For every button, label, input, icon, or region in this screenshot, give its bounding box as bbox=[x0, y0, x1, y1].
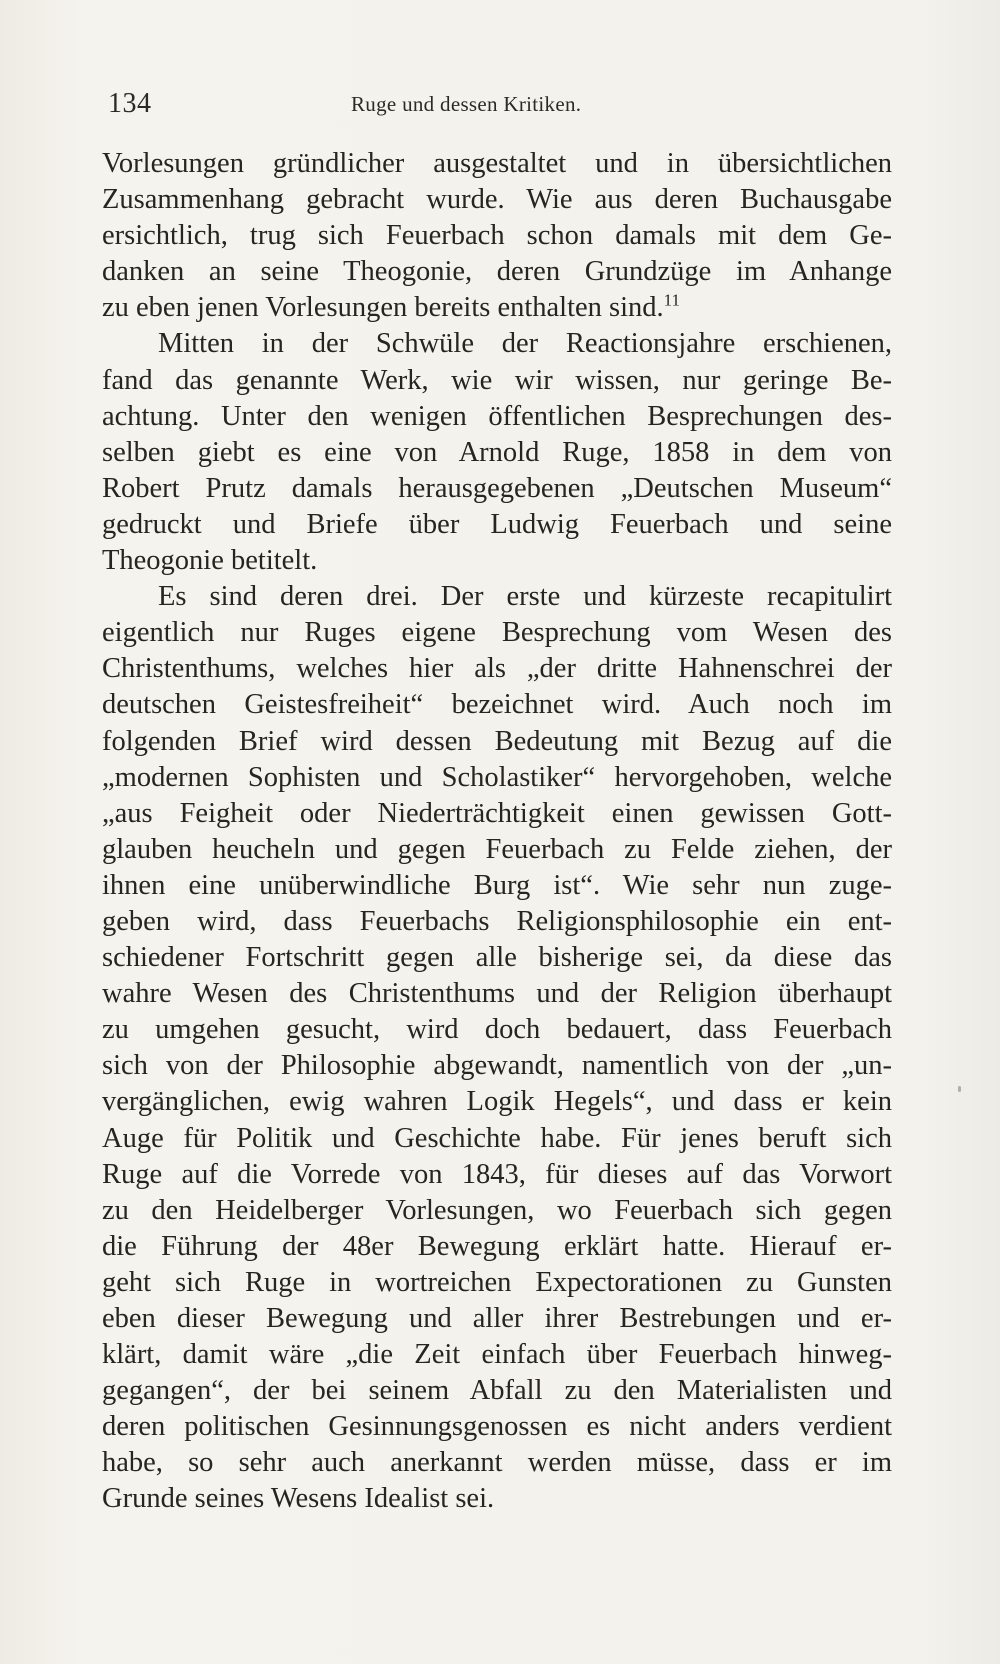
text-line: Grunde seines Wesens Idealist sei. bbox=[102, 1483, 495, 1515]
text-line: schiedener Fortschritt gegen alle bisherige sei, da diese das bbox=[102, 942, 892, 974]
text-line-with-footnote bbox=[102, 290, 892, 326]
text-line: Christenthums, welches hier als „der dritte Hahnenschrei der bbox=[102, 653, 892, 685]
text-line: zu den Heidelberger Vorlesungen, wo Feuerbach sich gegen bbox=[102, 1194, 892, 1226]
text-line: achtung. Unter den wenigen öffentlichen Besprechungen des- bbox=[102, 400, 892, 432]
text-line: ihnen eine unüberwindliche Burg ist“. Wie sehr nun zuge- bbox=[102, 869, 892, 901]
text-line: ersichtlich, trug sich Feuerbach schon damals mit dem Ge- bbox=[102, 220, 892, 252]
text-line: deren politischen Gesinnungsgenossen es nicht anders verdient bbox=[102, 1411, 892, 1443]
text-line: zu umgehen gesucht, wird doch bedauert, dass Feuerbach bbox=[102, 1014, 892, 1046]
text-line: Mitten in der Schwüle der Reactionsjahre erschienen, bbox=[158, 328, 892, 360]
text-line: selben giebt es eine von Arnold Ruge, 1858 in dem von bbox=[102, 436, 892, 468]
text-line: Ruge auf die Vorrede von 1843, für dieses auf das Vorwort bbox=[102, 1158, 892, 1190]
text-line-content: zu eben jenen Vorlesungen bereits enthalten sind. bbox=[102, 292, 664, 324]
text-line: vergänglichen, ewig wahren Logik Hegels“, und dass er kein bbox=[102, 1086, 892, 1118]
text-line: „modernen Sophisten und Scholastiker“ hervorgehoben, welche bbox=[102, 761, 892, 793]
text-line: „aus Feigheit oder Niederträchtigkeit einen gewissen Gott- bbox=[102, 797, 892, 829]
paper-speck bbox=[958, 1086, 961, 1092]
text-line: habe, so sehr auch anerkannt werden müsse, dass er im bbox=[102, 1447, 892, 1479]
text-line: Auge für Politik und Geschichte habe. Für jenes beruft sich bbox=[102, 1122, 892, 1154]
text-line: folgenden Brief wird dessen Bedeutung mit Bezug auf die bbox=[102, 725, 892, 757]
text-line: geben wird, dass Feuerbachs Religionsphilosophie ein ent- bbox=[102, 905, 892, 937]
text-line: die Führung der 48er Bewegung erklärt hatte. Hierauf er- bbox=[102, 1230, 892, 1262]
footnote-reference: 11 bbox=[663, 290, 681, 310]
text-line: gedruckt und Briefe über Ludwig Feuerbach und seine bbox=[102, 508, 892, 540]
text-line: gegangen“, der bei seinem Abfall zu den Materialisten und bbox=[102, 1375, 892, 1407]
text-line: Vorlesungen gründlicher ausgestaltet und in übersichtlichen bbox=[102, 148, 892, 179]
text-line: eben dieser Bewegung und aller ihrer Bestrebungen und er- bbox=[102, 1303, 892, 1334]
running-head: Ruge und dessen Kritiken. bbox=[351, 92, 582, 116]
text-line: eigentlich nur Ruges eigene Besprechung vom Wesen des bbox=[102, 617, 892, 649]
text-line: geht sich Ruge in wortreichen Expectorationen zu Gunsten bbox=[102, 1266, 892, 1298]
page-header bbox=[108, 88, 888, 128]
text-line: Es sind deren drei. Der erste und kürzeste recapitulirt bbox=[158, 581, 892, 613]
text-line: deutschen Geistesfreiheit“ bezeichnet wird. Auch noch im bbox=[102, 689, 892, 721]
page-number: 134 bbox=[108, 88, 152, 119]
text-line: Theogonie betitelt. bbox=[102, 545, 318, 577]
body-text bbox=[102, 146, 892, 1518]
text-line: sich von der Philosophie abgewandt, namentlich von der „un- bbox=[102, 1050, 892, 1082]
text-line: fand das genannte Werk, wie wir wissen, nur geringe Be- bbox=[102, 364, 892, 396]
text-line: klärt, damit wäre „die Zeit einfach über Feuerbach hinweg- bbox=[102, 1339, 892, 1371]
text-line: danken an seine Theogonie, deren Grundzüge im Anhange bbox=[102, 256, 892, 288]
text-line: Robert Prutz damals herausgegebenen „Deutschen Museum“ bbox=[102, 472, 892, 504]
text-line: Zusammenhang gebracht wurde. Wie aus deren Buchausgabe bbox=[102, 184, 892, 216]
text-line: wahre Wesen des Christenthums und der Religion überhaupt bbox=[102, 978, 892, 1010]
text-line: glauben heucheln und gegen Feuerbach zu Felde ziehen, der bbox=[102, 833, 892, 865]
